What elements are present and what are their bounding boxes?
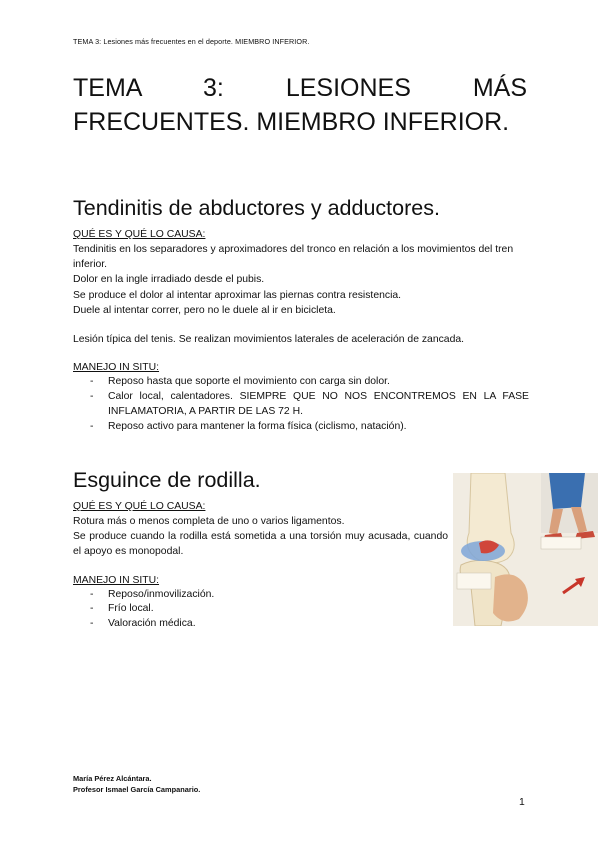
what-line: Se produce cuando la rodilla está sometida a una torsión muy acusada, cuando el apoyo es monopodal.: [73, 531, 448, 558]
page-title: TEMA 3: LESIONES MÁS FRECUENTES. MIEMBRO INFERIOR.: [73, 74, 527, 136]
manage-label: MANEJO IN SITU:: [73, 362, 160, 374]
teacher-name: Profesor Ismael García Campanario.: [73, 784, 201, 794]
dash-marker: -: [90, 420, 94, 432]
manage-label: MANEJO IN SITU:: [73, 574, 160, 586]
what-label: QUÉ ES Y QUÉ LO CAUSA:: [73, 229, 206, 240]
footer: [73, 774, 200, 795]
dash-marker: -: [90, 391, 94, 403]
running-header: TEMA 3: Lesiones más frecuentes en el deporte. MIEMBRO INFERIOR.: [73, 37, 310, 46]
dash-marker: -: [90, 588, 94, 600]
dash-marker: -: [90, 376, 94, 388]
what-line: Duele al intentar correr, pero no le duele al ir en bicicleta.: [73, 304, 336, 316]
list-item: - Reposo hasta que soporte el movimiento con carga sin dolor.: [73, 375, 529, 390]
list-item: - Valoración médica.: [73, 617, 448, 632]
what-line: Rotura más o menos completa de uno o varios ligamentos.: [73, 516, 345, 527]
list-item: - Reposo/inmovilización.: [73, 588, 448, 603]
what-line: Se produce el dolor al intentar aproximar las piernas contra resistencia.: [73, 289, 402, 301]
what-label: QUÉ ES Y QUÉ LO CAUSA:: [73, 501, 206, 512]
list-item: - Reposo activo para mantener la forma física (ciclismo, natación).: [73, 420, 529, 435]
section-heading: Tendinitis de abductores y adductores.: [73, 196, 440, 220]
dash-marker: -: [90, 618, 94, 630]
dash-marker: -: [90, 603, 94, 615]
note-line: Lesión típica del tenis. Se realizan movimientos laterales de aceleración de zancada.: [73, 334, 465, 346]
what-line: Dolor en la ingle irradiado desde el pubis.: [73, 274, 265, 286]
page-number: 1: [519, 797, 525, 808]
what-line: Tendinitis en los separadores y aproximadores del tronco en relación a los movimientos del tren inferior.: [73, 244, 514, 271]
list-item: - Frío local.: [73, 602, 448, 617]
author-name: María Pérez Alcántara.: [73, 774, 152, 783]
manage-list: [73, 375, 529, 434]
knee-sprain-illustration: [453, 473, 598, 626]
section-heading: Esguince de rodilla.: [73, 468, 261, 492]
section-tendinitis: [73, 195, 529, 434]
section-knee-sprain: [73, 467, 448, 632]
manage-list: [73, 588, 448, 632]
list-item: - Calor local, calentadores. SIEMPRE QUE NO NOS ENCONTREMOS EN LA FASE INFLAMATORIA, A PARTIR DE LAS 72 H.: [90, 391, 529, 417]
